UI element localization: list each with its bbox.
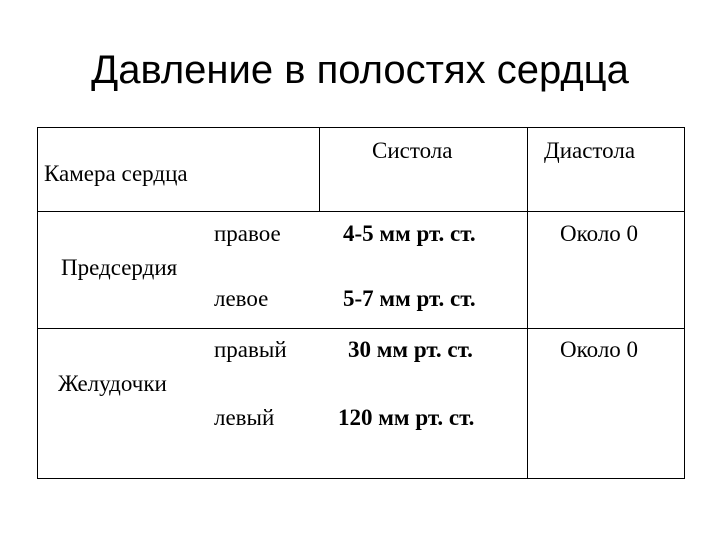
atria-right-label: правое <box>214 221 281 246</box>
atria-right-systole: 4-5 мм рт. ст. <box>343 221 476 246</box>
ventricles-diastole: Около 0 <box>560 337 639 362</box>
row-group-ventricles: Желудочки <box>58 371 167 396</box>
row-group-atria: Предсердия <box>61 255 178 280</box>
table-column-divider <box>527 127 528 479</box>
table-header-divider-left <box>319 127 320 212</box>
table-header-divider <box>37 211 685 212</box>
table-row-divider <box>37 328 685 329</box>
ventricles-right-label: правый <box>214 337 287 362</box>
atria-left-label: левое <box>214 286 269 311</box>
atria-diastole: Около 0 <box>560 221 639 246</box>
atria-left-systole: 5-7 мм рт. ст. <box>343 286 476 311</box>
ventricles-left-label: левый <box>214 405 275 430</box>
ventricles-left-systole: 120 мм рт. ст. <box>338 405 475 430</box>
header-chamber: Камера сердца <box>44 161 188 186</box>
ventricles-right-systole: 30 мм рт. ст. <box>348 337 473 362</box>
slide-title: Давление в полостях сердца <box>91 48 629 92</box>
header-systole: Систола <box>372 138 453 163</box>
header-diastole: Диастола <box>544 138 636 163</box>
